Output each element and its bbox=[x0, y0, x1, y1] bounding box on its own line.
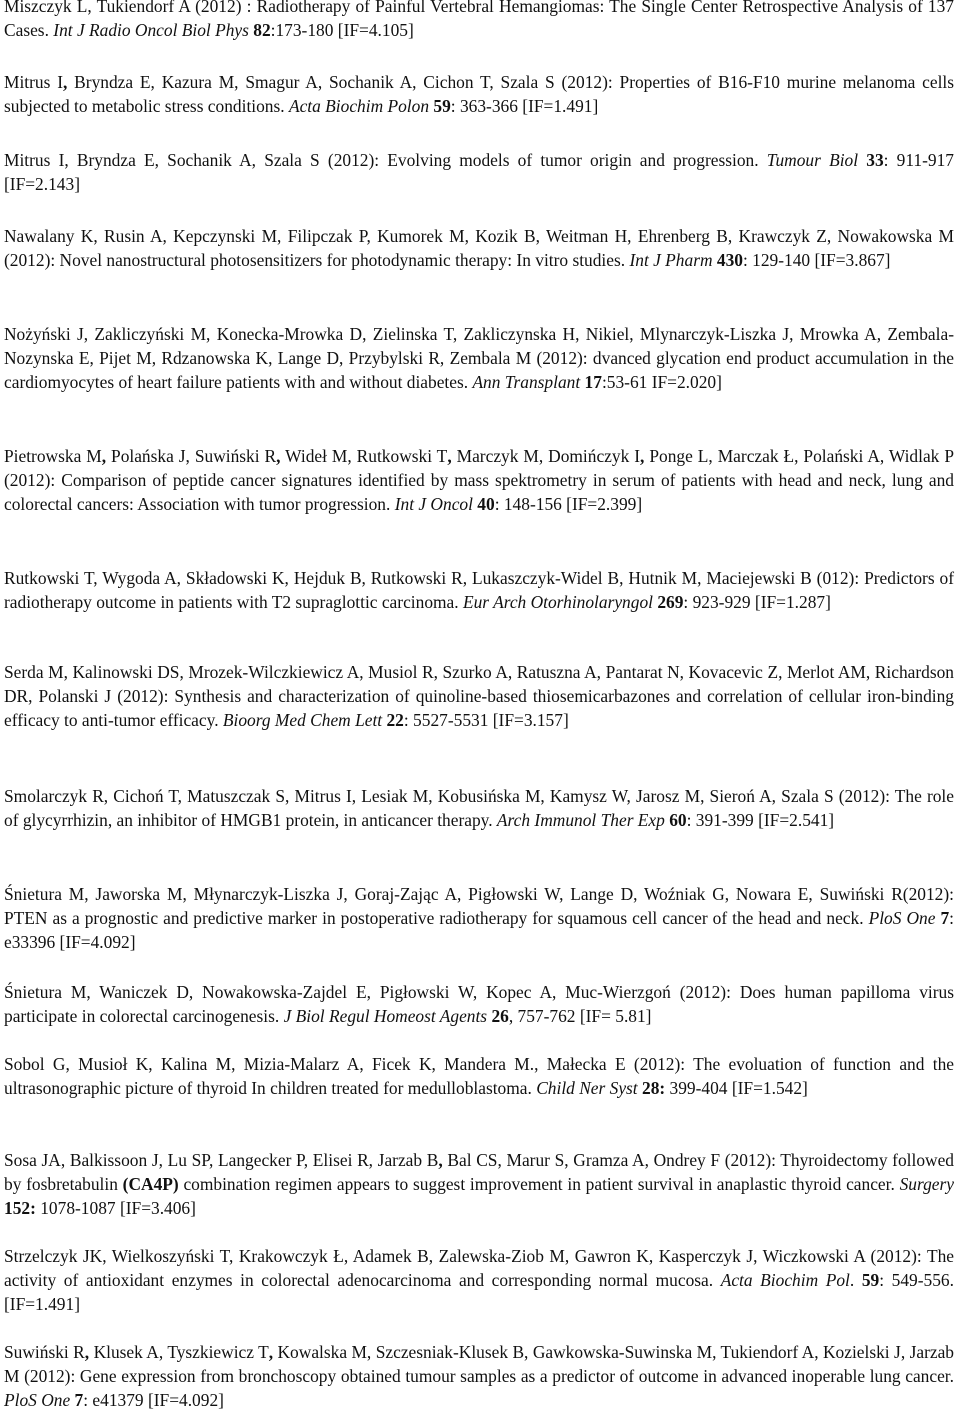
reference-entry bbox=[4, 1052, 954, 1100]
volume-number: , bbox=[268, 1342, 274, 1362]
reference-text: : 923-929 [IF=1.287] bbox=[683, 592, 831, 612]
volume-number: 152: bbox=[4, 1198, 36, 1218]
reference-entry bbox=[4, 980, 954, 1028]
reference-text: Śnietura M, Jaworska M, Młynarczyk-Liszka J, Goraj-Zając A, Pigłowski W, Lange D, Woźniak G, Nowara E, Suwiński R(2012): PTEN as a prognostic and predictive marker in postoperative radiotherapy for squamous cell cancer of the head and neck. bbox=[4, 884, 954, 928]
journal-name: Bioorg Med Chem Lett bbox=[222, 710, 383, 730]
volume-number: , bbox=[101, 446, 107, 466]
volume-number: , bbox=[438, 1150, 443, 1170]
volume-number: 7 bbox=[74, 1390, 84, 1410]
journal-name: Tumour Biol bbox=[766, 150, 859, 170]
reference-entry bbox=[4, 0, 954, 42]
reference-text: combination regimen appears to suggest improvement in patient survival in anaplastic thyroid cancer. bbox=[178, 1174, 900, 1194]
reference-text: : e41379 [IF=4.092] bbox=[83, 1390, 224, 1410]
journal-name: Eur Arch Otorhinolaryngol bbox=[462, 592, 653, 612]
volume-number: 28: bbox=[642, 1078, 666, 1098]
reference-entry bbox=[4, 1340, 954, 1412]
volume-number: , bbox=[276, 446, 281, 466]
volume-number: 60 bbox=[669, 810, 687, 830]
reference-entry bbox=[4, 224, 954, 272]
volume-number: , bbox=[84, 1342, 90, 1362]
journal-name: PloS One bbox=[4, 1390, 71, 1410]
volume-number: 26 bbox=[491, 1006, 509, 1026]
reference-text: Śnietura M, Waniczek D, Nowakowska-Zajdel E, Pigłowski W, Kopec A, Muc-Wierzgoń (2012): Does human papilloma virus participate in colorectal carcinogenesis. bbox=[4, 982, 954, 1026]
journal-name: Acta Biochim Pol bbox=[720, 1270, 850, 1290]
volume-number: , bbox=[63, 72, 68, 92]
reference-text: Kowalska M, Szczesniak-Klusek B, Gawkowska-Suwinska M, Tukiendorf A, Kozielski J, Jarzab M (2012): Gene expression from bronchoscopy obtained tumour samples as a predictor of outcome in advanced inoperable lung cancer. bbox=[4, 1342, 955, 1386]
reference-text: Miszczyk L, Tukiendorf A (2012) : Radiotherapy of Painful Vertebral Hemangiomas: The Single Center Retrospective Analysis of 137 Cases. bbox=[4, 0, 954, 40]
reference-entry bbox=[4, 322, 954, 394]
reference-text: Sobol G, Musioł K, Kalina M, Mizia-Malarz A, Ficek K, Mandera M., Małecka E (2012): The evoluation of function and the ultrasonographic picture of thyroid In children treated for medulloblastoma. bbox=[4, 1054, 954, 1098]
reference-entry bbox=[4, 1148, 954, 1220]
reference-text: , 757-762 [IF= 5.81] bbox=[508, 1006, 652, 1026]
journal-name: Acta Biochim Polon bbox=[288, 96, 430, 116]
reference-text: Ponge L, Marczak Ł, Polański A, Widlak P (2012): Comparison of peptide cancer signatures identified by mass spektrometry in serum of patients with head and neck, lung and colorectal cancers: Association with tumor progression. bbox=[4, 446, 954, 514]
journal-name: Surgery bbox=[899, 1174, 954, 1194]
journal-name: Int J Pharm bbox=[629, 250, 713, 270]
reference-entry bbox=[4, 882, 954, 954]
reference-text: Pietrowska M bbox=[4, 446, 102, 466]
reference-text: Bryndza E, Kazura M, Smagur A, Sochanik A, Cichon T, Szala S (2012): Properties of B16-F10 murine melanoma cells subjected to metabolic stress conditions. bbox=[4, 72, 955, 116]
volume-number: 59 bbox=[861, 1270, 880, 1290]
reference-text: : 5527-5531 [IF=3.157] bbox=[403, 710, 569, 730]
journal-name: Int J Oncol bbox=[394, 494, 473, 514]
reference-text: : 911-917 [IF=2.143] bbox=[4, 150, 954, 194]
volume-number: 33 bbox=[866, 150, 884, 170]
volume-number: 7 bbox=[940, 908, 950, 928]
reference-text: : 391-399 [IF=2.541] bbox=[686, 810, 835, 830]
volume-number: (CA4P) bbox=[122, 1174, 179, 1194]
volume-number: 17 bbox=[584, 372, 602, 392]
reference-text: : 363-366 [IF=1.491] bbox=[450, 96, 599, 116]
reference-entry bbox=[4, 660, 954, 732]
volume-number: , bbox=[447, 446, 452, 466]
reference-entry bbox=[4, 784, 954, 832]
volume-number: 82 bbox=[253, 20, 271, 40]
journal-name: Int J Radio Oncol Biol Phys bbox=[53, 20, 249, 40]
reference-text: Mitrus I, Bryndza E, Sochanik A, Szala S (2012): Evolving models of tumor origin and progression. bbox=[4, 150, 767, 170]
volume-number: 22 bbox=[386, 710, 404, 730]
reference-text: Marczyk M, Domińczyk I bbox=[451, 446, 641, 466]
reference-text: . bbox=[849, 1270, 862, 1290]
journal-name: Ann Transplant bbox=[472, 372, 581, 392]
reference-entry bbox=[4, 148, 954, 196]
volume-number: 59 bbox=[433, 96, 451, 116]
reference-text: Polańska J, Suwiński R bbox=[106, 446, 277, 466]
reference-text: Serda M, Kalinowski DS, Mrozek-Wilczkiewicz A, Musiol R, Szurko A, Ratuszna A, Pantarat N, Kovacevic Z, Merlot AM, Richardson DR, Polanski J (2012): Synthesis and characterization of quinoline-based thiosemicarbazones and correlation of cellular iron-binding efficacy to anti-tumor efficacy. bbox=[4, 662, 954, 730]
reference-entry bbox=[4, 566, 954, 614]
reference-text: Sosa JA, Balkissoon J, Lu SP, Langecker P, Elisei R, Jarzab B bbox=[4, 1150, 439, 1170]
reference-text: Rutkowski T, Wygoda A, Składowski K, Hejduk B, Rutkowski R, Lukaszczyk-Widel B, Hutnik M, Maciejewski B (012): Predictors of radiotherapy outcome in patients with T2 supraglottic carcinoma. bbox=[4, 568, 954, 612]
reference-entry bbox=[4, 444, 954, 516]
journal-name: Child Ner Syst bbox=[536, 1078, 638, 1098]
reference-entry bbox=[4, 1244, 954, 1316]
reference-text: :53-61 IF=2.020] bbox=[601, 372, 722, 392]
reference-text: : e33396 [IF=4.092] bbox=[4, 908, 955, 952]
reference-entry bbox=[4, 70, 954, 118]
reference-text: 399-404 [IF=1.542] bbox=[665, 1078, 808, 1098]
reference-text: :173-180 [IF=4.105] bbox=[270, 20, 414, 40]
reference-text: Bal CS, Marur S, Gramza A, Ondrey F (2012): Thyroidectomy followed by fosbretabulin bbox=[4, 1150, 954, 1194]
volume-number: 269 bbox=[657, 592, 684, 612]
reference-text: Mitrus I bbox=[4, 72, 63, 92]
reference-text: Smolarczyk R, Cichoń T, Matuszczak S, Mitrus I, Lesiak M, Kobusińska M, Kamysz W, Jarosz M, Sieroń A, Szala S (2012): The role of glycyrrhizin, an inhibitor of HMGB1 protein, in anticancer therapy. bbox=[4, 786, 954, 830]
reference-text: Nawalany K, Rusin A, Kepczynski M, Filipczak P, Kumorek M, Kozik B, Weitman H, Ehrenberg B, Krawczyk Z, Nowakowska M (2012): Novel nanostructural photosensitizers for photodynamic therapy: In vitro studies. bbox=[4, 226, 954, 270]
volume-number: , bbox=[640, 446, 645, 466]
reference-text: Suwiński R bbox=[4, 1342, 85, 1362]
journal-name: PloS One bbox=[868, 908, 936, 928]
reference-text: Strzelczyk JK, Wielkoszyński T, Krakowczyk Ł, Adamek B, Zalewska-Ziob M, Gawron K, Kasperczyk J, Wiczkowski A (2012): The activity of antioxidant enzymes in colorectal adenocarcinoma and corresponding normal mucosa. bbox=[4, 1246, 954, 1290]
volume-number: 40 bbox=[477, 494, 495, 514]
reference-text: Wideł M, Rutkowski T bbox=[280, 446, 448, 466]
reference-text: Nożyński J, Zakliczyński M, Konecka-Mrowka D, Zielinska T, Zakliczynska H, Nikiel, Mlynarczyk-Liszka J, Mrowka A, Zembala-Nozynska E, Pijet M, Rdzanowska K, Lange D, Przybylski R, Zembala M (2012): dvanced glycation end product accumulation in the cardiomyocytes of heart failure patients with and without diabetes. bbox=[4, 324, 954, 392]
reference-text: : 129-140 [IF=3.867] bbox=[742, 250, 891, 270]
journal-name: J Biol Regul Homeost Agents bbox=[283, 1006, 488, 1026]
reference-text: : 549-556. [IF=1.491] bbox=[4, 1270, 954, 1314]
journal-name: Arch Immunol Ther Exp bbox=[496, 810, 665, 830]
reference-text: 1078-1087 [IF=3.406] bbox=[35, 1198, 196, 1218]
reference-text: : 148-156 [IF=2.399] bbox=[494, 494, 643, 514]
reference-text: Klusek A, Tyszkiewicz T bbox=[89, 1342, 269, 1362]
volume-number: 430 bbox=[716, 250, 743, 270]
